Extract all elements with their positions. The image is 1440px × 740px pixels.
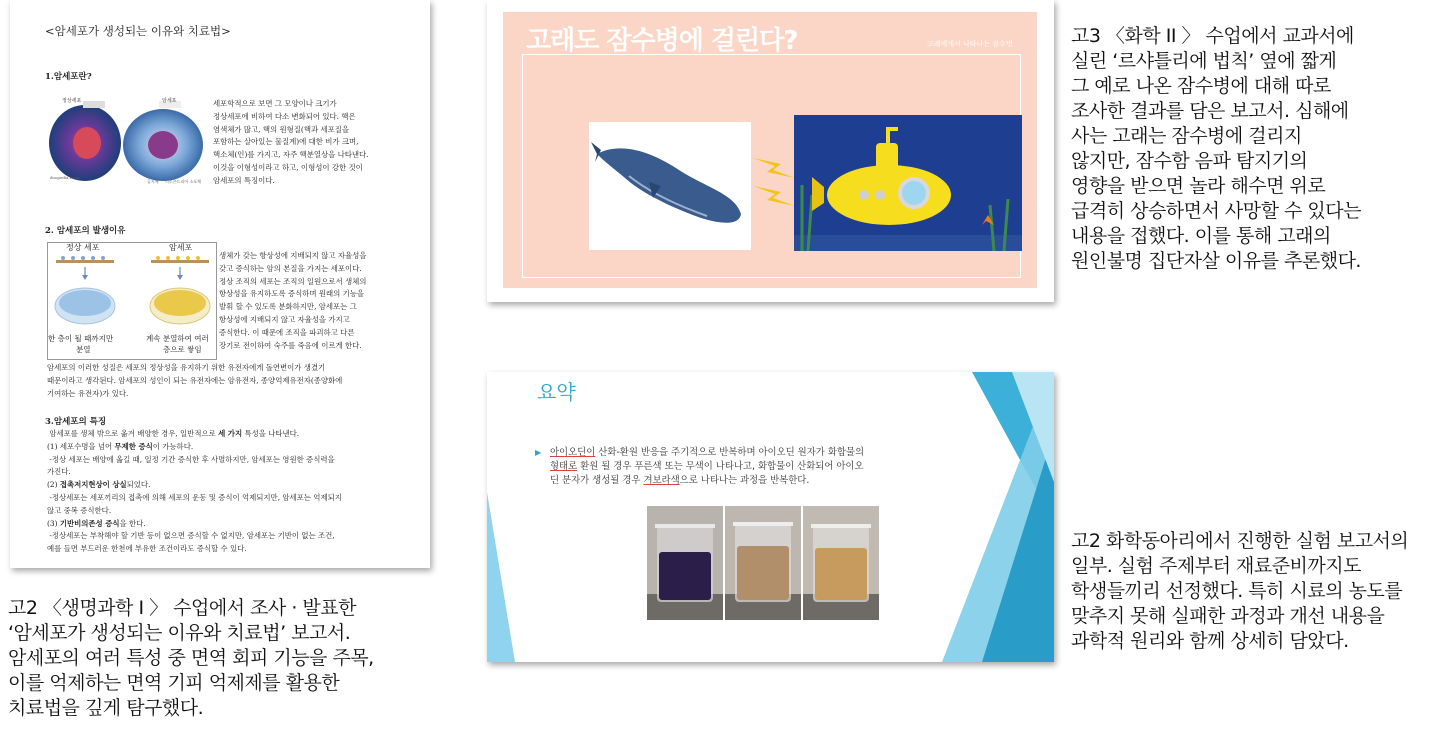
diagram-label-cancer: 암세포 [169, 243, 193, 252]
decor-right-triangles [912, 372, 1054, 662]
whale-slide-page [487, 0, 1054, 302]
cancer-report-page [10, 0, 430, 568]
image-watermark: doopedia.co.kr [50, 175, 80, 180]
cell-label-cancer: 암세포 [162, 98, 177, 104]
paragraph-cause: 생체가 갖는 항상성에 지배되지 않고 자율성을 갖고 증식하는 암의 본질을 가지는 세포이다. 정상 조직의 세포는 조직의 일원으로서 생체의 항상성을 유지하도록 증식하며 원래의 기능을 발휘 할 수 있도록 분화하지만, 암세포는 그 항상성에 지배되지 않고 자율성을 가지고 증식한다. 이 때문에 조직을 파괴하고 다른 장기로 전이하여 숙주를 죽음에 이르게 한다. [219, 251, 367, 350]
decor-left-shape [487, 492, 517, 662]
paragraph-features: 암세포를 생체 밖으로 옮겨 배양한 경우, 일반적으로 세 가지 특성을 나타낸다. (1) 세포수명을 넘어 무제한 증식이 가능하다. -정상 세포는 배양에 옮길 때, 일정 기간 증식한 후 사멸하지만, 암세포는 영원한 증식력을 가진다. (2) 접촉저지현상이 상실되었다. -정상세포는 세포끼리의 접촉에 의해 세포의 운동 및 증식이 억제되지만, 암세포는 억제되지 않고 중복 증식한다. (3) 기반비의존성 증식을 한다. -정상세포는 부착해야 할 기반 등이 없으면 증식할 수 없지만, 암세포는 기반이 없는 조건, 예를 들면 부드러운 한천에 부유한 조건이라도 증식할 수 있다. [47, 429, 342, 554]
diagram-caption-normal-2: 분열 [76, 345, 91, 354]
experiment-photo-orange [803, 506, 879, 620]
bullet-arrow-icon: ▶ [535, 448, 542, 457]
slide-title: 요약 [537, 380, 576, 404]
caption-chemistry-report: 고2 화학동아리에서 진행한 실험 보고서의 일부. 실험 주제부터 재료준비까지도 학생들끼리 선정했다. 특히 시료의 농도를 맞추지 못해 실패한 과정과 개선 내용을 과학적 원리와 함께 상세히 담았다. [1071, 530, 1409, 652]
section-heading-1: 1.암세포란? [45, 72, 92, 82]
slide-title: 고래도 잠수병에 걸린다? [526, 26, 798, 56]
summary-slide-page [487, 372, 1054, 662]
cell-comparison-image [47, 95, 207, 185]
caption-whale-report: 고3 〈화학 II 〉 수업에서 교과서에 실린 ‘르샤틀리에 법칙’ 옆에 짧게 그 예로 나온 잠수병에 대해 따로 조사한 결과를 담은 보고서. 심해에 사는 고래는 잠수병에 걸리지 않지만, 잠수함 음파 탐지기의 영향을 받으면 놀라 해수면 위로 급격히 상승하면서 사망할 수 있다는 내용을 접했다. 이를 통해 고래의 원인불명 집단자살 이유를 추론했다. [1071, 25, 1361, 272]
cell-label-normal: 정상세포 [62, 98, 82, 104]
experiment-photo-amber [725, 506, 801, 620]
diagram-caption-cancer-2: 층으로 쌓임 [163, 345, 202, 354]
paragraph-definition: 세포학적으로 보면 그 모양이나 크기가 정상세포에 비하여 다소 변화되어 있다. 핵은 염색체가 많고, 핵의 원형질(핵과 세포질을 포함하는 살아있는 물질계)에 대한 비가 크며, 핵소체(인)를 가지고, 자주 핵분열상을 나타낸다. 이것을 이형성이라고 하고, 이형성이 강한 것이 암세포의 특징이다. [213, 99, 369, 185]
paragraph-mutation: 암세포의 이러한 성질은 세포의 정상성을 유지하기 위한 유전자에게 돌연변이가 생겼기 때문이라고 생각된다. 암세포의 성인이 되는 유전자에는 암유전자, 종양억제유전자(종양화에 기여하는 유전자)가 있다. [47, 363, 343, 398]
cell-division-diagram [47, 242, 217, 360]
summary-text: 아이오딘이 산화-환원 반응을 주기적으로 반복하며 아이오딘 원자가 화합물의 형태로 환원 될 경우 푸른색 또는 무색이 나타나고, 화합물이 산화되어 아이오 딘 분자가 생성될 경우 겨보라색으로 나타나는 과정을 반복한다. [550, 447, 865, 486]
cell-legend-right: 미토콘드리아 소포체 [165, 179, 202, 184]
diagram-caption-cancer-1: 계속 분열하여 여러 [146, 334, 209, 343]
experiment-photo-purple [647, 506, 723, 620]
diagram-caption-normal-1: 한 층이 될 때까지만 [48, 334, 114, 343]
section-heading-3: 3.암세포의 특징 [45, 417, 107, 427]
slide-subtitle: 고래에게서 나타나는 잠수병 [927, 40, 1013, 48]
report-title: <암세포가 생성되는 이유와 치료법> [45, 24, 231, 38]
whale-illustration [589, 122, 751, 250]
sonar-lightning-icon [751, 152, 797, 212]
cell-legend-left: 골지체 [147, 179, 159, 184]
caption-cancer-report: 고2 〈생명과학 I 〉 수업에서 조사 · 발표한 ‘암세포가 생성되는 이유와 치료법’ 보고서. 암세포의 여러 특성 중 면역 회피 기능을 주목, 이를 억제하는 면역 기피 억제제를 활용한 치료법을 깊게 탐구했다. [8, 597, 374, 719]
whale-slide [503, 12, 1037, 288]
section-heading-2: 2. 암세포의 발생이유 [45, 226, 126, 236]
submarine-illustration [794, 115, 1022, 251]
diagram-label-normal: 정상 세포 [66, 243, 100, 252]
